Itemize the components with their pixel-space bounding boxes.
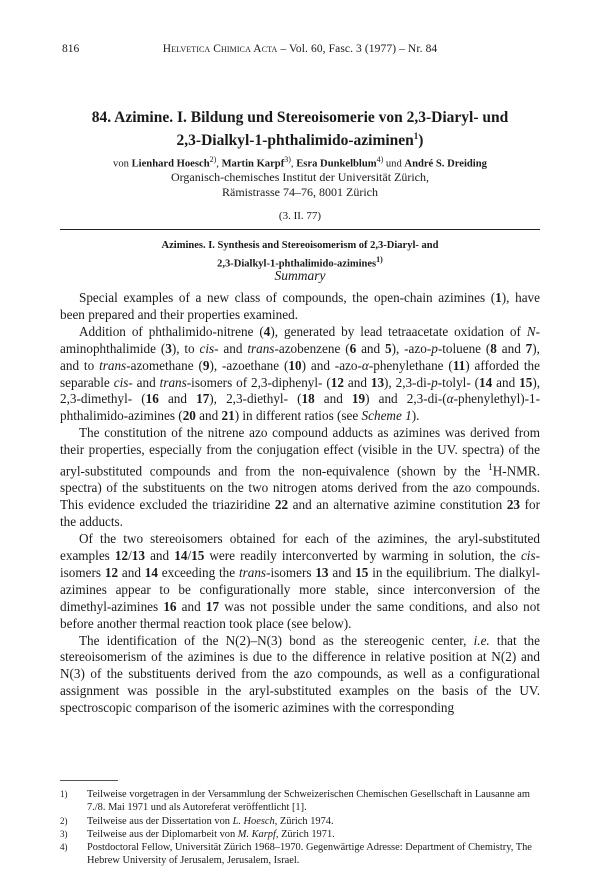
summary-body [60, 290, 540, 717]
title-line-2: 2,3-Dialkyl-1-phthalimido-aziminen$^1$) [176, 131, 424, 150]
author-karpf: Martin Karpf [221, 158, 285, 170]
journal-name: Helvetica Chimica Acta [162, 43, 278, 55]
author-dunkelblum: Esra Dunkelblum [296, 158, 377, 170]
summary-heading: Summary [274, 268, 326, 283]
running-header [62, 43, 538, 59]
footnotes [60, 788, 540, 868]
paragraph-5: The identification of the N(2)–N(3) bond as the stereogenic center, i.e. that the stereoisomerism of the azimines is due to the difference in relative position at N(2) and N(3) of the substituents derived from the azo compounds, as well as a configurational assignment was possible in the aryl-substituted examples on the basis of the UV. spectroscopic comparison of the isomeric azimines with the corresponding [60, 632, 540, 716]
footnote-rule [60, 780, 118, 781]
paragraph-2: Addition of phthalimido-nitrene (4), generated by lead tetraacetate oxidation of N-aminophthalimide (3), to cis- and trans-azobenzene (6 and 5), -azo-p-toluene (8 and 7), and to trans-azomethane (9), -azoethane (10) and -azo-α-phenylethane (11) afforded the separable cis- and trans-isomers of 2,3-diphenyl- (12 and 13), 2,3-di-p-tolyl- (14 and 15), 2,3-dimethyl- (16 and 17), 2,3-diethyl- (18 and 19) and 2,3-di-(α-phenylethyl)-1-phthalimido-azimines (20 and 21) in different ratios (see Scheme 1). [60, 323, 541, 424]
paragraph-1: Special examples of a new class of compounds, the open-chain azimines (1), have been prepared and their properties examined. [60, 290, 540, 322]
divider-top [60, 229, 540, 230]
journal-volume: – Vol. 60, Fasc. 3 (1977) – Nr. 84 [277, 43, 438, 55]
author-dreiding: André S. Dreiding [404, 158, 487, 170]
affiliation: Organisch-chemisches Institut der Universität Zürich, Rämistrasse 74–76, 8001 Zürich [170, 170, 430, 199]
english-title: Azimines. I. Synthesis and Stereoisomerism of 2,3-Diaryl- and 2,3-Dialkyl-1-phthalimido-azimines$^{1)}$ [161, 240, 439, 269]
page-number: 816 [62, 43, 80, 55]
article-title [80, 108, 520, 150]
footnote-4: 4) Postdoctoral Fellow, Universität Zürich 1968–1970. Gegenwärtige Adresse: Department of Chemistry, The Hebrew University of Jerusalem, Jerusalem, Israel. [60, 842, 532, 867]
title-line-1: 84. Azimine. I. Bildung und Stereoisomerie von 2,3-Diaryl- und [91, 109, 509, 126]
received-date: (3. II. 77) [278, 210, 322, 222]
author-hoesch: Lienhard Hoesch [131, 158, 210, 170]
footnote-3: 3) Teilweise aus der Diplomarbeit von M. Karpf, Zürich 1971. [60, 828, 335, 840]
journal-line [62, 43, 538, 55]
title-footnote-mark: 1 [413, 131, 419, 141]
footnote-2: 2) Teilweise aus der Dissertation von L. Hoesch, Zürich 1974. [60, 815, 334, 827]
author-line: von Lienhard Hoesch$^{2)}$, Martin Karpf$^{3)}$, Esra Dunkelblum$^{4)}$ und André S. Dreiding [113, 155, 487, 170]
paragraph-4: Of the two stereoisomers obtained for each of the azimines, the aryl-substituted examples 12/13 and 14/15 were readily interconverted by warming in solution, the cis-isomers 12 and 14 exceeding the trans-isomers 13 and 15 in the equilibrium. The dialkyl-azimines appear to be configurationally more stable, since interconversion of the dimethyl-azimines 16 and 17 was not possible under the same conditions, and also not before another thermal reaction took place (see below). [60, 531, 540, 631]
footnote-1: 1) Teilweise vorgetragen in der Versammlung der Schweizerischen Chemischen Gesellschaft in Lausanne am 7./8. Mai 1971 und als Autoreferat veröffentlicht [1]. [60, 789, 530, 814]
paragraph-3: The constitution of the nitrene azo compound adducts as azimines was derived from their properties, especially from the conjugation effect (visible in the UV. spectra) of the aryl-substituted compounds and from the non-equivalence (shown by the $^1$H-NMR. spectra) of the substituents on the two nitrogen atoms derived from the azo compounds. This evidence excluded the triaziridine 22 and an alternative azimine constitution 23 for the adducts. [60, 425, 540, 530]
